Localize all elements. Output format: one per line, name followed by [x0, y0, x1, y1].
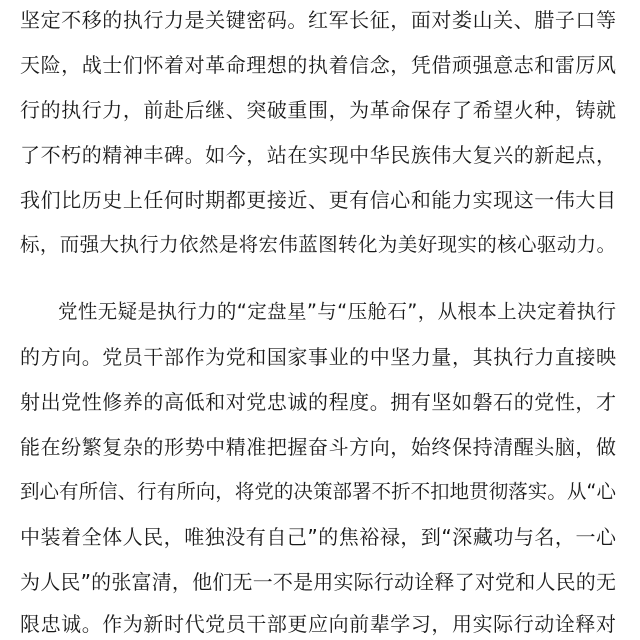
paragraph-2-line-7: 为人民”的张富清，他们无一不是用实际行动诠释了对党和人民的无 [20, 570, 616, 594]
paragraph-2-line-3: 射出党性修养的高低和对党忠诚的程度。拥有坚如磐石的党性，才 [20, 390, 616, 414]
paragraph-1-line-4: 了不朽的精神丰碑。如今，站在实现中华民族伟大复兴的新起点， [20, 143, 616, 167]
paragraph-2-line-8: 限忠诚。作为新时代党员干部更应向前辈学习，用实际行动诠释对 [20, 612, 616, 636]
paragraph-2-line-2: 的方向。党员干部作为党和国家事业的中坚力量，其执行力直接映 [20, 345, 616, 369]
paragraph-2-line-4: 能在纷繁复杂的形势中精准把握奋斗方向，始终保持清醒头脑，做 [20, 435, 616, 459]
paragraph-2-line-1: 党性无疑是执行力的“定盘星”与“压舱石”，从根本上决定着执行 [58, 300, 616, 323]
paragraph-2-line-6: 中装着全体人民，唯独没有自己”的焦裕禄，到“深藏功与名，一心 [20, 525, 616, 549]
paragraph-1-line-6: 标，而强大执行力依然是将宏伟蓝图转化为美好现实的核心驱动力。 [20, 233, 616, 256]
paragraph-1-line-5: 我们比历史上任何时期都更接近、更有信心和能力实现这一伟大目 [20, 188, 616, 212]
paragraph-1-line-1: 坚定不移的执行力是关键密码。红军长征，面对娄山关、腊子口等 [20, 8, 616, 32]
paragraph-1-line-2: 天险，战士们怀着对革命理想的执着信念，凭借顽强意志和雷厉风 [20, 53, 616, 77]
paragraph-1-line-3: 行的执行力，前赴后继、突破重围，为革命保存了希望火种，铸就 [20, 98, 616, 122]
paragraph-2-line-5: 到心有所信、行有所向，将党的决策部署不折不扣地贯彻落实。从“心 [20, 480, 616, 503]
